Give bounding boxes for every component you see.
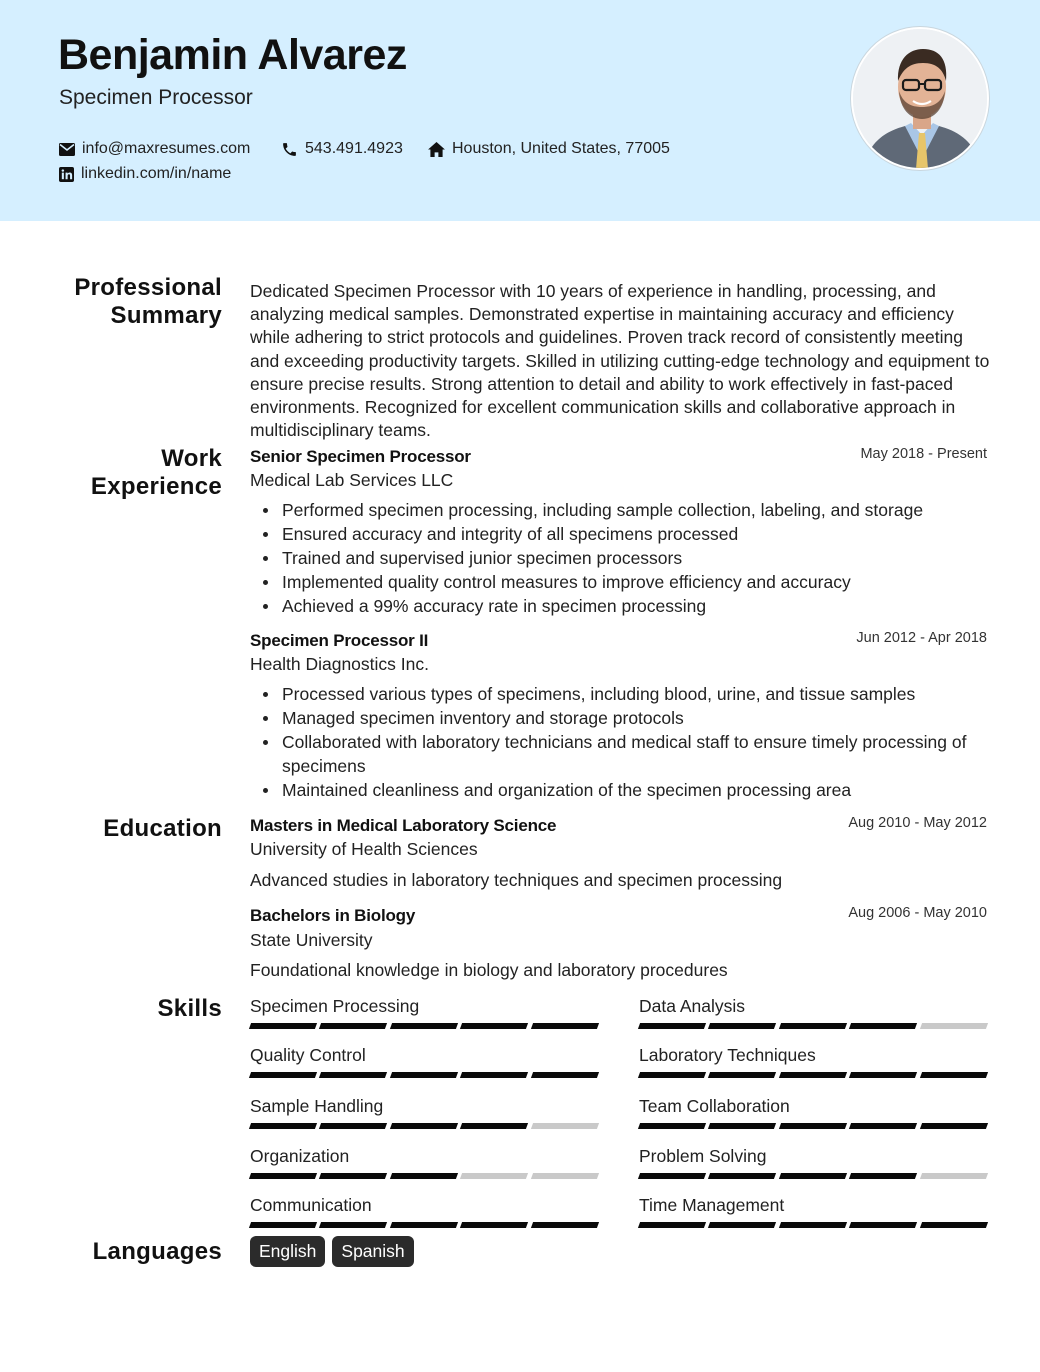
- skill-item: [639, 1043, 987, 1078]
- skill-segment-filled: [319, 1173, 388, 1179]
- skill-segment-filled: [779, 1222, 848, 1228]
- skill-segment-filled: [849, 1222, 918, 1228]
- skill-segment-filled: [779, 1173, 848, 1179]
- job-1-dates: May 2018 - Present: [860, 446, 987, 462]
- skill-level-bar: [250, 1222, 598, 1228]
- list-item: Achieved a 99% accuracy rate in specimen processing: [250, 594, 990, 618]
- skill-name: Sample Handling: [250, 1096, 384, 1116]
- language-chip: English: [250, 1236, 325, 1267]
- list-item: Processed various types of specimens, including blood, urine, and tissue samples: [250, 682, 990, 706]
- skill-item: [639, 1144, 987, 1179]
- skill-segment-filled: [779, 1072, 848, 1078]
- skill-segment-filled: [249, 1072, 318, 1078]
- job-1-title: Senior Specimen Processor: [250, 447, 471, 466]
- skill-name: Quality Control: [250, 1045, 366, 1065]
- skill-level-bar: [639, 1222, 987, 1228]
- section-title-languages: Languages: [92, 1238, 222, 1265]
- email-text: info@maxresumes.com: [82, 140, 251, 157]
- linkedin-icon: [59, 167, 74, 182]
- skill-segment-filled: [919, 1222, 988, 1228]
- job-1-bullets: [250, 498, 990, 618]
- skill-segment-filled: [919, 1072, 988, 1078]
- skill-name: Data Analysis: [639, 996, 746, 1016]
- edu-1-school: University of Health Sciences: [250, 839, 478, 859]
- skill-segment-filled: [638, 1072, 707, 1078]
- skill-segment-filled: [319, 1222, 388, 1228]
- home-icon: [428, 142, 445, 157]
- skill-name: Specimen Processing: [250, 996, 420, 1016]
- phone-text: 543.491.4923: [305, 140, 403, 157]
- skill-item: [250, 1043, 598, 1078]
- skill-segment-filled: [708, 1023, 777, 1029]
- section-title-skills: Skills: [157, 995, 222, 1022]
- skill-segment-filled: [390, 1222, 459, 1228]
- section-title-work-experience: Work Experience: [90, 445, 222, 500]
- linkedin-text: linkedin.com/in/name: [81, 165, 232, 182]
- edu-1-description: Advanced studies in laboratory techniques and specimen processing: [250, 870, 783, 890]
- skill-item: [250, 994, 598, 1029]
- job-2-dates: Jun 2012 - Apr 2018: [856, 630, 987, 646]
- skill-segment-filled: [849, 1123, 918, 1129]
- skill-segment-filled: [638, 1023, 707, 1029]
- skill-segment-empty: [919, 1173, 988, 1179]
- skill-segment-filled: [319, 1023, 388, 1029]
- skill-segment-filled: [779, 1023, 848, 1029]
- language-chip: Spanish: [332, 1236, 413, 1267]
- skill-item: [639, 994, 987, 1029]
- skill-segment-filled: [390, 1123, 459, 1129]
- list-item: Managed specimen inventory and storage protocols: [250, 706, 990, 730]
- section-title-summary: Professional Summary: [74, 274, 222, 329]
- phone-icon: [281, 141, 298, 158]
- skill-name: Problem Solving: [639, 1146, 767, 1166]
- skill-segment-filled: [319, 1072, 388, 1078]
- candidate-name: Benjamin Alvarez: [58, 31, 407, 79]
- skill-segment-filled: [460, 1023, 529, 1029]
- skill-name: Time Management: [639, 1195, 785, 1215]
- skill-segment-filled: [249, 1222, 318, 1228]
- list-item: Collaborated with laboratory technicians and medical staff to ensure timely processing of specimens: [250, 730, 990, 778]
- job-2-company: Health Diagnostics Inc.: [250, 654, 429, 674]
- skill-segment-filled: [249, 1173, 318, 1179]
- skill-level-bar: [250, 1072, 598, 1078]
- skill-item: [250, 1144, 598, 1179]
- skill-level-bar: [250, 1173, 598, 1179]
- skill-segment-filled: [530, 1072, 599, 1078]
- languages-list: [250, 1236, 414, 1267]
- skill-level-bar: [639, 1123, 987, 1129]
- skill-name: Laboratory Techniques: [639, 1045, 816, 1065]
- edu-2-school: State University: [250, 930, 373, 950]
- skill-segment-filled: [460, 1222, 529, 1228]
- edu-1-degree: Masters in Medical Laboratory Science: [250, 816, 557, 835]
- skill-segment-filled: [530, 1023, 599, 1029]
- skill-segment-filled: [708, 1222, 777, 1228]
- summary-text: Dedicated Specimen Processor with 10 years of experience in handling, processing, and analyzing medical samples. Demonstrated expertise in maintaining accuracy and efficiency while adhering to strict protocols and guidelines. Proven track record of consistently meeting and exceeding productivity targets. Skilled in utilizing cutting-edge technology and equipment to ensure precise results. Strong attention to detail and ability to work effectively in fast-paced environments. Recognized for excellent communication skills and collaborative approach in multidisciplinary teams.: [250, 281, 990, 441]
- list-item: Trained and supervised junior specimen processors: [250, 546, 990, 570]
- skill-segment-filled: [849, 1072, 918, 1078]
- location-text: Houston, United States, 77005: [452, 140, 670, 157]
- skill-segment-filled: [638, 1173, 707, 1179]
- contact-email[interactable]: [59, 140, 250, 158]
- edu-2-dates: Aug 2006 - May 2010: [848, 905, 987, 921]
- list-item: Maintained cleanliness and organization of the specimen processing area: [250, 778, 990, 802]
- skill-name: Team Collaboration: [639, 1096, 790, 1116]
- edu-2-description: Foundational knowledge in biology and laboratory procedures: [250, 960, 728, 980]
- skill-segment-filled: [708, 1072, 777, 1078]
- skill-level-bar: [250, 1123, 598, 1129]
- list-item: Performed specimen processing, including sample collection, labeling, and storage: [250, 498, 990, 522]
- skill-segment-empty: [530, 1173, 599, 1179]
- skill-item: [250, 1193, 598, 1228]
- skill-item: [639, 1094, 987, 1129]
- skill-segment-filled: [708, 1173, 777, 1179]
- skill-segment-filled: [460, 1123, 529, 1129]
- skill-segment-filled: [460, 1072, 529, 1078]
- skill-segment-empty: [530, 1123, 599, 1129]
- skill-segment-filled: [249, 1023, 318, 1029]
- job-title: Specimen Processor: [59, 86, 253, 109]
- skill-level-bar: [639, 1173, 987, 1179]
- skill-segment-filled: [849, 1023, 918, 1029]
- skill-name: Organization: [250, 1146, 350, 1166]
- edu-1-dates: Aug 2010 - May 2012: [848, 815, 987, 831]
- skill-level-bar: [639, 1072, 987, 1078]
- job-2-title: Specimen Processor II: [250, 631, 429, 650]
- skill-segment-filled: [638, 1222, 707, 1228]
- skill-segment-filled: [390, 1023, 459, 1029]
- edu-2-degree: Bachelors in Biology: [250, 906, 416, 925]
- contact-linkedin[interactable]: [59, 165, 231, 183]
- contact-location: [428, 140, 670, 158]
- contact-phone[interactable]: [281, 140, 403, 158]
- skill-segment-filled: [708, 1123, 777, 1129]
- list-item: Implemented quality control measures to improve efficiency and accuracy: [250, 570, 990, 594]
- skill-segment-filled: [849, 1173, 918, 1179]
- skill-item: [250, 1094, 598, 1129]
- skill-segment-filled: [638, 1123, 707, 1129]
- header-banner: [0, 0, 1040, 221]
- skill-segment-empty: [919, 1023, 988, 1029]
- job-1-company: Medical Lab Services LLC: [250, 470, 454, 490]
- skill-level-bar: [250, 1023, 598, 1029]
- skill-segment-filled: [319, 1123, 388, 1129]
- skill-segment-filled: [390, 1173, 459, 1179]
- profile-photo: [851, 27, 989, 170]
- skill-segment-filled: [530, 1222, 599, 1228]
- envelope-icon: [59, 143, 75, 156]
- skill-segment-filled: [919, 1123, 988, 1129]
- skill-item: [639, 1193, 987, 1228]
- skill-segment-filled: [249, 1123, 318, 1129]
- skill-segment-empty: [460, 1173, 529, 1179]
- skill-segment-filled: [779, 1123, 848, 1129]
- skill-level-bar: [639, 1023, 987, 1029]
- skill-segment-filled: [390, 1072, 459, 1078]
- section-title-education: Education: [103, 815, 222, 842]
- list-item: Ensured accuracy and integrity of all specimens processed: [250, 522, 990, 546]
- skill-name: Communication: [250, 1195, 372, 1215]
- job-2-bullets: [250, 682, 990, 802]
